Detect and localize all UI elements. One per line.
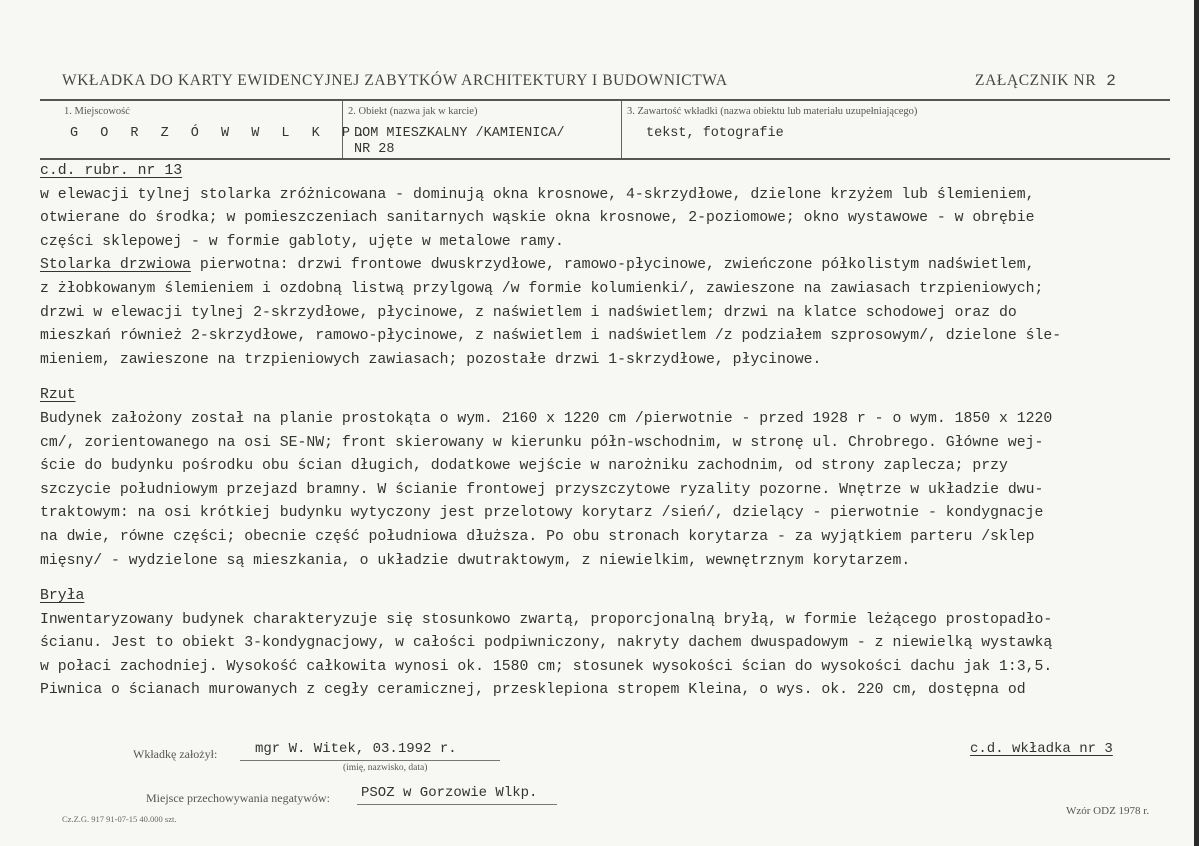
text-line: Inwentaryzowany budynek charakteryzuje się stosunkowo zwartą, proporcjonalną bryłą, w formie leżącego prostopadło- bbox=[40, 611, 1053, 628]
negatives-value: PSOZ w Gorzowie Wlkp. bbox=[361, 785, 538, 801]
object-label: 2. Obiekt (nazwa jak w karcie) bbox=[348, 106, 478, 117]
locality-label: 1. Miejscowość bbox=[64, 106, 130, 117]
text-line: traktowym: na osi krótkiej budynku wytyczony jest przelotowy korytarz /sień/, dzielący - pierwotnie - kondygnacje bbox=[40, 505, 1044, 522]
section-heading-rzut: Rzut bbox=[40, 387, 76, 404]
text-line: drzwi w elewacji tylnej 2-skrzydłowe, płycinowe, z naświetlem i nadświetlem; drzwi na klatce schodowej oraz do bbox=[40, 304, 1017, 321]
text-line: mieniem, zawieszone na trzpieniowych zawiasach; pozostałe drzwi 1-skrzydłowe, płycinowe. bbox=[40, 351, 822, 368]
contents-label: 3. Zawartość wkładki (nazwa obiektu lub materiału uzupełniającego) bbox=[627, 106, 918, 117]
text-line: otwierane do środka; w pomieszczeniach sanitarnych wąskie okna krosnowe, 2-poziomowe; okno wystawowe - w obrębie bbox=[40, 210, 1035, 227]
text-line: z żłobkowanym ślemieniem i ozdobną listwą przylgową /w formie kolumienki/, zawieszone na zawiasach trzpieniowych; bbox=[40, 280, 1044, 297]
continuation-heading: c.d. rubr. nr 13 bbox=[40, 163, 183, 179]
text-line: pierwotna: drzwi frontowe dwuskrzydłowe, ramowo-płycinowe, zwieńczone półkolistym nadświetlem, bbox=[190, 257, 1035, 274]
scan-edge bbox=[1194, 0, 1199, 846]
field-separator bbox=[621, 101, 622, 158]
text-line: na dwie, równe części; obecnie część południowa dłuższa. Po obu stronach korytarza - za wyjątkiem parteru /sklep bbox=[40, 528, 1035, 545]
section-heading-bryla: Bryła bbox=[40, 588, 85, 605]
form-title: WKŁADKA DO KARTY EWIDENCYJNEJ ZABYTKÓW ARCHITEKTURY I BUDOWNICTWA bbox=[62, 72, 728, 89]
text-line: w elewacji tylnej stolarka zróżnicowana - dominują okna krosnowe, 4-skrzydłowe, dzielone krzyżem lub ślemieniem, bbox=[40, 186, 1035, 203]
text-line: części sklepowej - w formie gabloty, ujęte w metalowe ramy. bbox=[40, 233, 564, 250]
print-code: Cz.Z.G. 917 91-07-15 40.000 szt. bbox=[62, 814, 177, 824]
text-line: cm/, zorientowanego na osi SE-NW; front skierowany w kierunku półn-wschodnim, w stronę ul. Chrobrego. Główne wej- bbox=[40, 434, 1044, 451]
typed-body bbox=[40, 160, 1192, 703]
text-line: mieszkań również 2-skrzydłowe, ramowo-płycinowe, z naświetlem i nadświetlem /z podziałem szprosowym/, dzielone śle- bbox=[40, 328, 1062, 345]
continuation-note: c.d. wkładka nr 3 bbox=[970, 741, 1113, 757]
annex-label-text: ZAŁĄCZNIK NR bbox=[975, 72, 1097, 89]
negatives-line bbox=[357, 804, 557, 805]
locality-value: G O R Z Ó W W L K P. bbox=[70, 126, 373, 141]
created-by-line bbox=[240, 760, 500, 761]
created-by-value: mgr W. Witek, 03.1992 r. bbox=[255, 741, 457, 757]
text-line: mięsny/ - wydzielone są mieszkania, o układzie dwutraktowym, z niewielkim, wewnętrznym korytarzem. bbox=[40, 552, 911, 569]
created-by-label: Wkładkę założył: bbox=[133, 747, 218, 761]
object-value-line2: NR 28 bbox=[354, 142, 395, 157]
text-line: ścianu. Jest to obiekt 3-kondygnacjowy, w całości podpiwniczony, nakryty dachem dwuspadowym - z niewielką wystawką bbox=[40, 635, 1053, 652]
text-line: szczycie południowym przejazd bramny. W ścianie frontowej przyszczytowe ryzality pozorne. Wnętrze w układzie dwu- bbox=[40, 481, 1044, 498]
annex-number: 2 bbox=[1106, 72, 1117, 90]
object-value-line1: DOM MIESZKALNY /KAMIENICA/ bbox=[354, 126, 565, 141]
contents-value: tekst, fotografie bbox=[646, 126, 784, 141]
text-line: ście do budynku pośrodku obu ścian długich, dodatkowe wejście w narożniku zachodnim, od strony zaplecza; przy bbox=[40, 458, 1008, 475]
created-by-caption: (imię, nazwisko, data) bbox=[343, 763, 428, 773]
negatives-label: Miejsce przechowywania negatywów: bbox=[146, 791, 330, 805]
text-line: w połaci zachodniej. Wysokość całkowita wynosi ok. 1580 cm; stosunek wysokości ścian do wysokości dachu jak 1:3,5. bbox=[40, 658, 1053, 675]
text-line: Piwnica o ścianach murowanych z cegły ceramicznej, przesklepiona stropem Kleina, o wys. ok. 220 cm, dostępna od bbox=[40, 682, 1026, 699]
text-line: Budynek założony został na planie prostokąta o wym. 2160 x 1220 cm /pierwotnie - przed 1928 r - o wym. 1850 x 1220 bbox=[40, 410, 1053, 427]
section-heading-stolarka: Stolarka drzwiowa bbox=[40, 257, 191, 274]
header-rule bbox=[40, 99, 1170, 101]
annex-label bbox=[975, 72, 1117, 90]
form-model: Wzór ODZ 1978 r. bbox=[1066, 805, 1150, 817]
